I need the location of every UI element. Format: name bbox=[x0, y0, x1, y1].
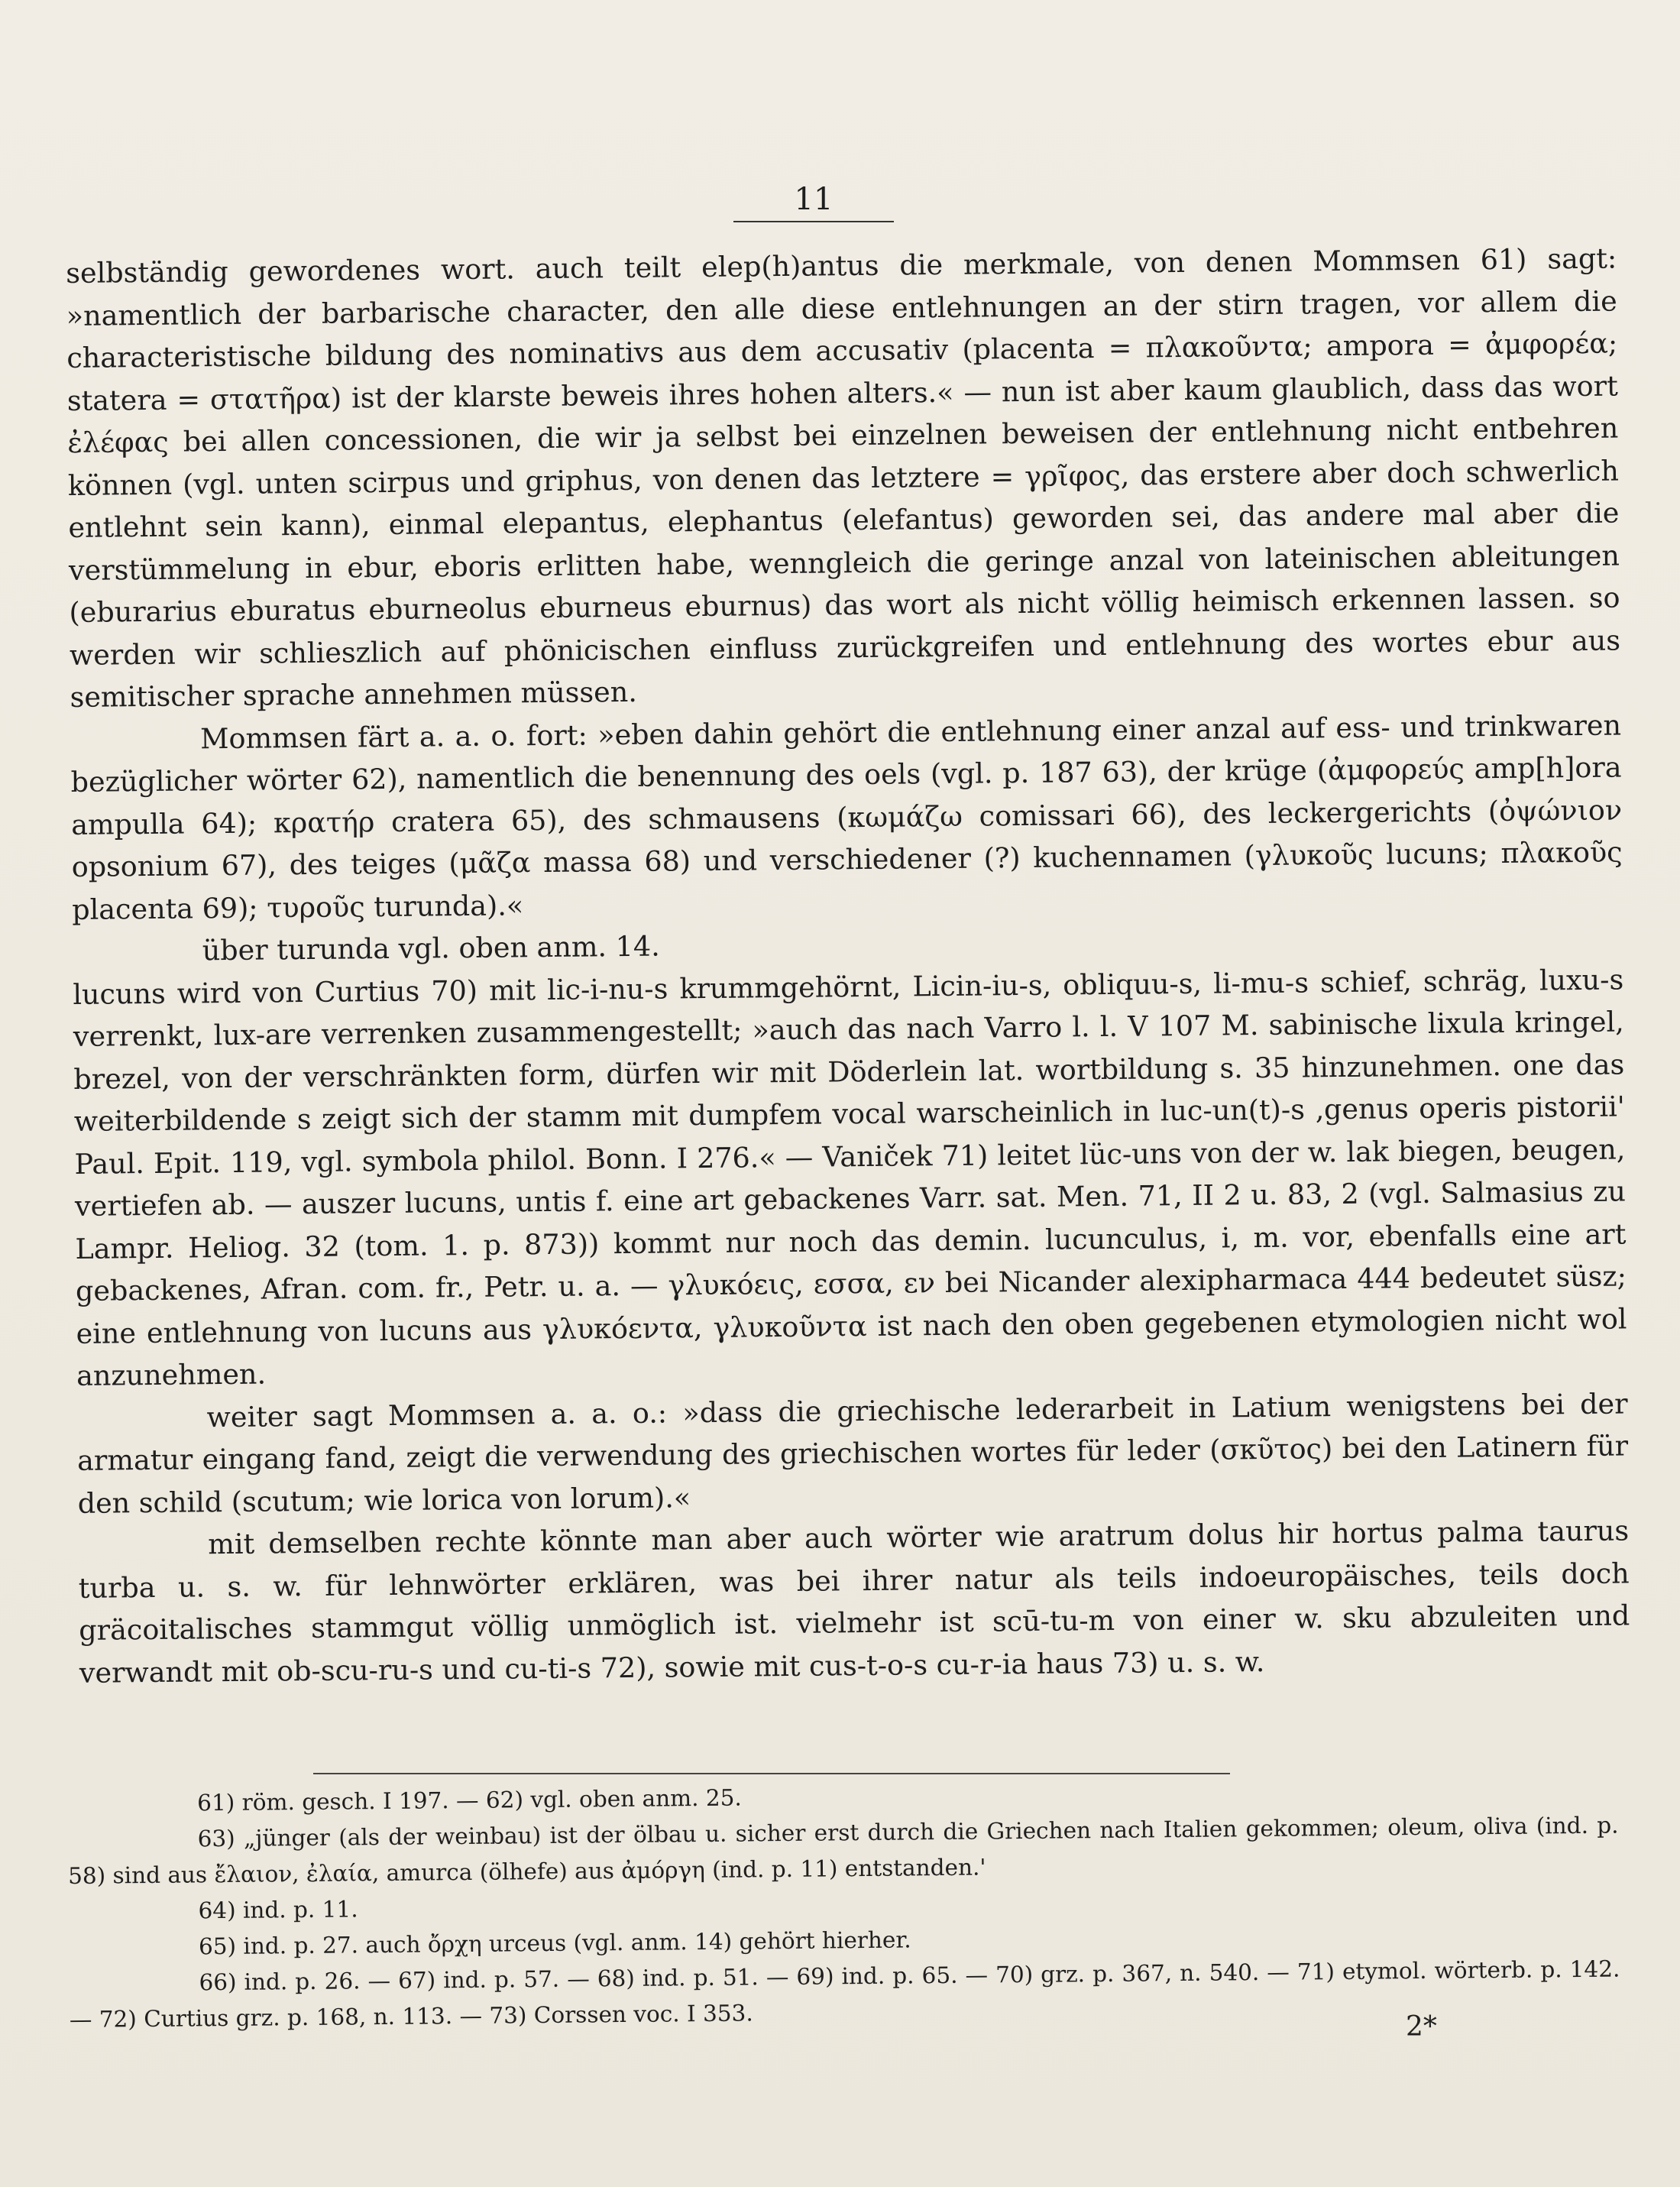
footnote: 63) „jünger (als der weinbau) ist der ölbau u. sicher erst durch die Griechen nach Italien gekommen; oleum, oliva (ind. p. 58) sind aus ἔλαιον, ἐλαία, amurca (ölhefe) aus ἀμόργη (ind. p. 11) entstanden.' bbox=[67, 1812, 1619, 1889]
paragraph: über turunda vgl. oben anm. 14. bbox=[202, 929, 660, 967]
footnote: 66) ind. p. 26. — 67) ind. p. 57. — 68) ind. p. 51. — 69) ind. p. 65. — 70) grz. p. 367, n. 540. — 71) etymol. wörterb. p. 142. — 72) Curtius grz. p. 168, n. 113. — 73) Corssen voc. I 353. bbox=[69, 1955, 1620, 2033]
main-text bbox=[66, 238, 1630, 1694]
footnote-divider bbox=[313, 1773, 1230, 1774]
signature-mark: 2* bbox=[1406, 2011, 1437, 2043]
paragraph: mit demselben rechte könnte man aber auch wörter wie aratrum dolus hir hortus palma taurus turba u. s. w. für lehnwörter erklären, was bei ihrer natur als teils indoeuropäisches, teils doch gräcoitalisches stammgut völlig unmöglich ist. vielmehr ist scū-tu-m von einer w. sku abzuleiten und verwandt mit ob-scu-ru-s und cu-ti-s 72), sowie mit cus-t-o-s cu-r-ia haus 73) u. s. w. bbox=[78, 1514, 1630, 1690]
paragraph: Mommsen färt a. a. o. fort: »eben dahin gehört die entlehnung einer anzal auf ess- und trinkwaren bezüglicher wörter 62), namentlich die benennung des oels (vgl. p. 187 63), der krüge (ἀμφορεύς amp[h]ora ampulla 64); κρατήρ cratera 65), des schmausens (κωμάζω comissari 66), des leckergerichts (ὀψώνιον opsonium 67), des teiges (μᾶζα massa 68) und verschiedener (?) kuchennamen (γλυκοῦς lucuns; πλακοῦς placenta 69); τυροῦς turunda).« bbox=[70, 708, 1623, 926]
paragraph: weiter sagt Mommsen a. a. o.: »dass die griechische lederarbeit in Latium wenigstens bei der armatur eingang fand, zeigt die verwendung des griechischen wortes für leder (σκῦτος) bei den Latinern für den schild (scutum; wie lorica von lorum).« bbox=[76, 1386, 1629, 1520]
page-number: 11 bbox=[733, 178, 894, 222]
footnote: 64) ind. p. 11. bbox=[198, 1896, 358, 1924]
footnote: 61) röm. gesch. I 197. — 62) vgl. oben anm. 25. bbox=[197, 1784, 742, 1816]
paragraph: lucuns wird von Curtius 70) mit lic-i-nu-s krummgehörnt, Licin-iu-s, obliquu-s, li-mu-s schief, schräg, luxu-s verrenkt, lux-are verrenken zusammengestellt; »auch das nach Varro l. l. V 107 M. sabinische lixula kringel, brezel, von der verschränkten form, dürfen wir mit Döderlein lat. wortbildung s. 35 hinzunehmen. one das weiterbildende s zeigt sich der stamm mit dumpfem vocal warscheinlich in luc-un(t)-s ‚genus operis pistorii' Paul. Epit. 119, vgl. symbola philol. Bonn. I 276.« — Vaniček 71) leitet lüc-uns von der w. lak biegen, beugen, vertiefen ab. — auszer lucuns, untis f. eine art gebackenes Varr. sat. Men. 71, II 2 u. 83, 2 (vgl. Salmasius zu Lampr. Heliog. 32 (tom. 1. p. 873)) kommt nur noch das demin. lucunculus, i, m. vor, ebenfalls eine art gebackenes, Afran. com. fr., Petr. u. a. — γλυκόεις, εσσα, εν bei Nicander alexipharmaca 444 bedeutet süsz; eine entlehnung von lucuns aus γλυκόεντα, γλυκοῦντα ist nach den oben gegebenen etymologien nicht wol anzunehmen. bbox=[73, 962, 1627, 1392]
footnotes bbox=[67, 1772, 1620, 2038]
paragraph: selbständig gewordenes wort. auch teilt elep(h)antus die merkmale, von denen Mommsen 61) sagt: »namentlich der barbarische character, den alle diese entlehnungen an der stirn tragen, vor allem die characteristische bildung des nominativs aus dem accusativ (placenta = πλακοῦντα; ampora = ἀμφορέα; statera = στατῆρα) ist der klarste beweis ihres hohen alters.« — nun ist aber kaum glaublich, dass das wort ἐλέφας bei allen concessionen, die wir ja selbst bei einzelnen beweisen der entlehnung nicht entbehren können (vgl. unten scirpus und griphus, von denen das letztere = γρῖφος, das erstere aber doch schwerlich entlehnt sein kann), einmal elepantus, elephantus (elefantus) geworden sei, das andere mal aber die verstümmelung in ebur, eboris erlitten habe, wenngleich die geringe anzal von lateinischen ableitungen (eburarius eburatus eburneolus eburneus eburnus) das wort als nicht völlig heimisch erkennen lassen. so werden wir schlieszlich auf phönicischen einfluss zurückgreifen und entlehnung des wortes ebur aus semitischer sprache annehmen müssen. bbox=[66, 241, 1621, 714]
footnote: 65) ind. p. 27. auch ὄρχη urceus (vgl. anm. 14) gehört hierher. bbox=[198, 1926, 911, 1960]
